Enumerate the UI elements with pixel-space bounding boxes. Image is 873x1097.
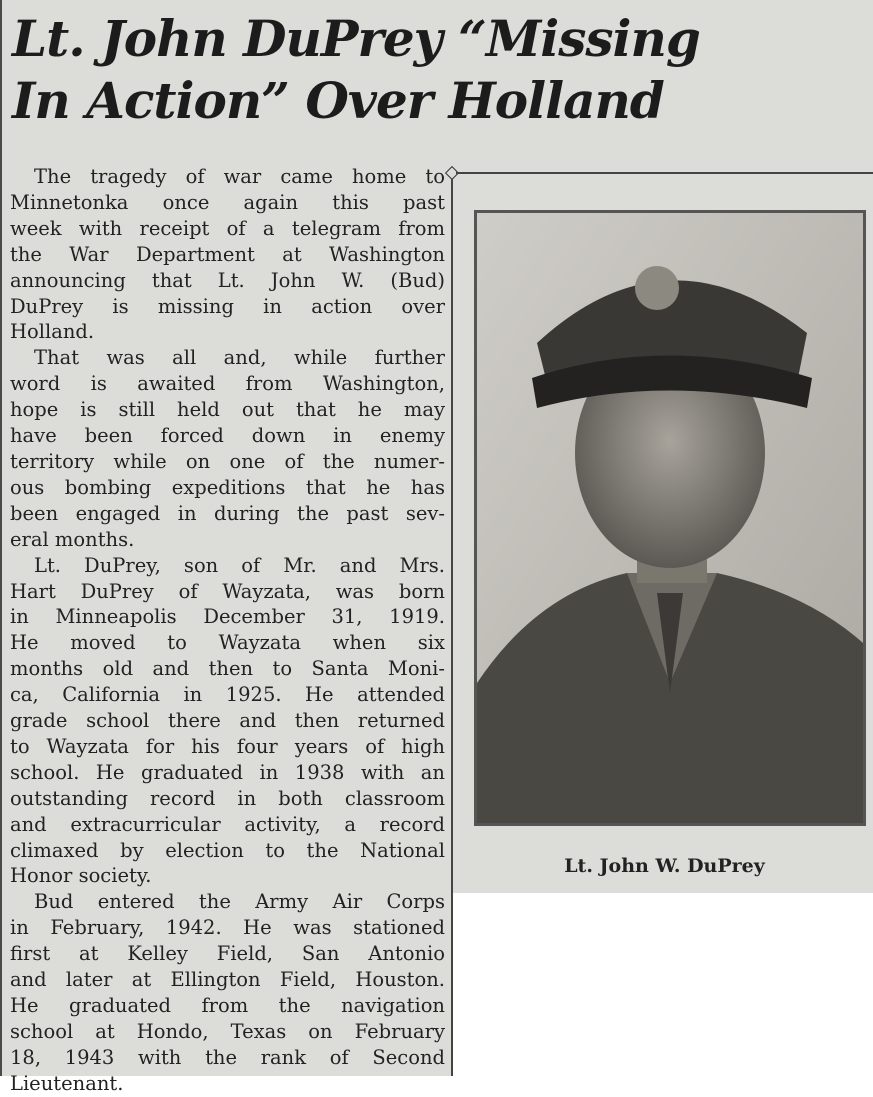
text-line: DuPrey is missing in action over [10,294,445,318]
text-line: grade school there and then returned [10,709,445,733]
text-line: ous bombing expeditions that he has [10,475,445,499]
text-line: week with receipt of a telegram from [10,216,445,240]
text-line: announcing that Lt. John W. (Bud) [10,268,445,292]
portrait-illustration [477,213,863,823]
text-line: He moved to Wayzata when six [10,631,445,655]
text-line: been engaged in during the past sev- [10,501,445,525]
paragraph-4 [10,889,445,1096]
article-body [10,164,445,1097]
text-line: Lieutenant. [10,1071,124,1095]
text-line: outstanding record in both classroom [10,786,445,810]
text-line: have been forced down in enemy [10,424,445,448]
headline-line-1: Lt. John DuPrey “Missing [12,9,700,68]
text-line: Hart DuPrey of Wayzata, was born [10,579,445,603]
text-line: hope is still held out that he may [10,398,445,422]
text-line: That was all and, while further [34,346,445,370]
text-line: Holland. [10,320,95,344]
portrait-photo [474,210,866,826]
text-line: and later at Ellington Field, Houston. [10,968,445,992]
text-line: the War Department at Washington [10,242,445,266]
headline [12,8,867,132]
text-line: Bud entered the Army Air Corps [34,890,445,914]
left-margin-rule [0,0,2,1076]
text-line: school. He graduated in 1938 with an [10,760,445,784]
text-line: and extracurricular activity, a record [10,812,445,836]
text-line: 18, 1943 with the rank of Second [10,1045,445,1069]
text-line: eral months. [10,527,135,551]
text-line: He graduated from the navigation [10,994,445,1017]
photo-top-rule [456,172,873,174]
text-line: Honor society. [10,864,152,888]
headline-line-2: In Action” Over Holland [12,71,664,130]
text-line: territory while on one of the numer- [10,449,445,473]
column-rule [451,172,453,1076]
text-line: in Minneapolis December 31, 1919. [10,605,445,629]
text-line: school at Hondo, Texas on February [10,1019,445,1043]
paragraph-1 [10,164,445,345]
text-line: The tragedy of war came home to [34,165,445,188]
text-line: climaxed by election to the National [10,838,445,862]
text-line: Lt. DuPrey, son of Mr. and Mrs. [34,553,445,577]
text-line: months old and then to Santa Moni- [10,657,445,681]
text-line: ca, California in 1925. He attended [10,683,445,707]
text-line: to Wayzata for his four years of high [10,734,445,758]
photo-caption: Lt. John W. DuPrey [564,855,765,877]
text-line: in February, 1942. He was stationed [10,916,445,940]
text-line: Minnetonka once again this past [10,190,445,214]
text-line: word is awaited from Washington, [10,372,445,396]
paragraph-3 [10,553,445,890]
paragraph-2 [10,345,445,552]
text-line: first at Kelley Field, San Antonio [10,942,445,966]
